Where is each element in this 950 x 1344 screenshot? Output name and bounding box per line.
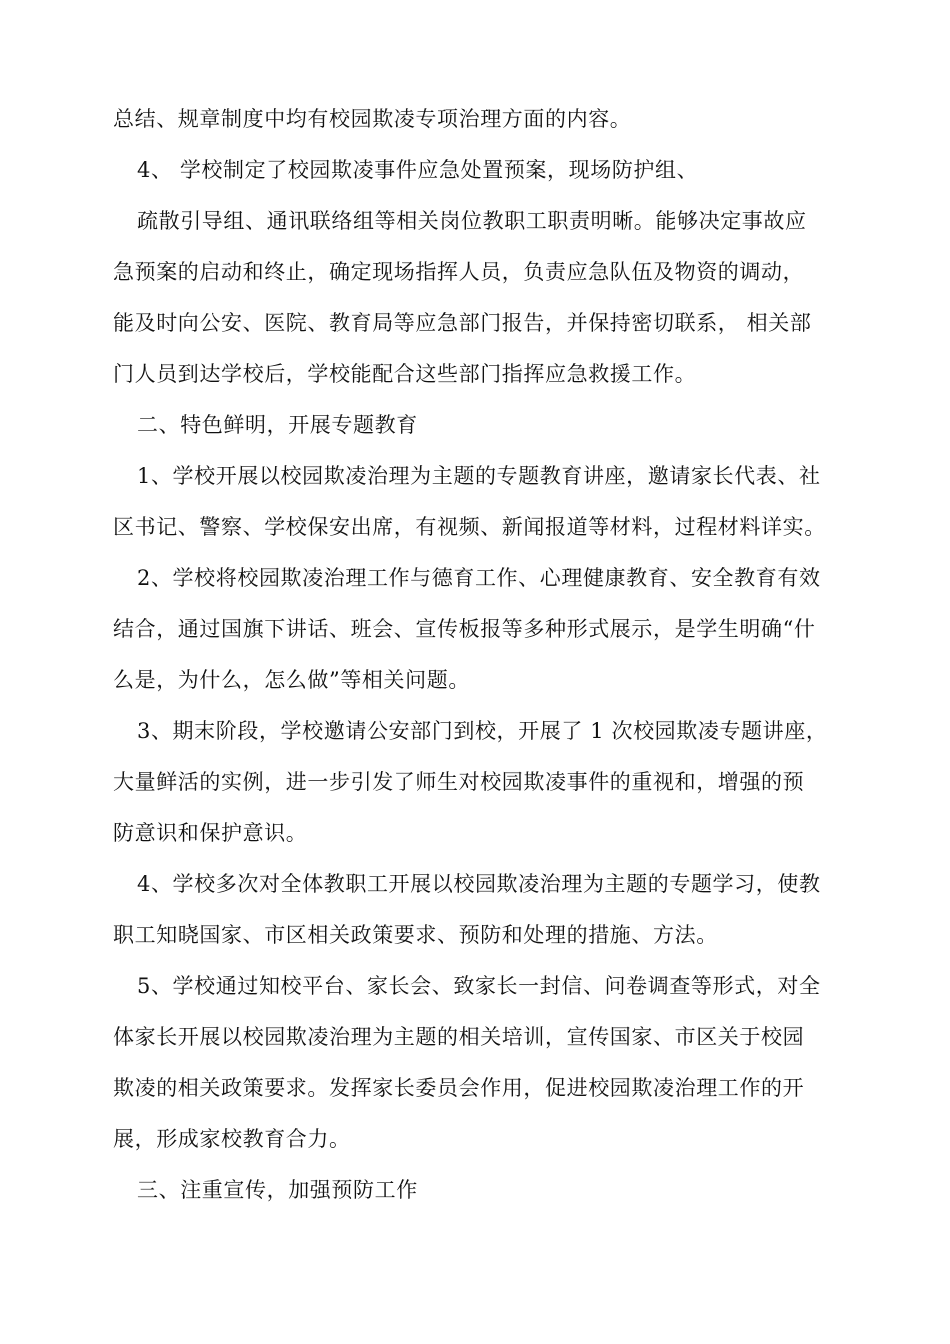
text-line: 总结、规章制度中均有校园欺凌专项治理方面的内容。: [113, 107, 632, 131]
text-line: 5、学校通过知校平台、家长会、致家长一封信、问卷调查等形式，对全: [137, 974, 821, 998]
text-line: 大量鲜活的实例，进一步引发了师生对校园欺凌事件的重视和，增强的预: [113, 770, 805, 794]
text-line: 4、学校多次对全体教职工开展以校园欺凌治理为主题的专题学习，使教: [137, 872, 821, 896]
text-line: 急预案的启动和终止，确定现场指挥人员，负责应急队伍及物资的调动，: [113, 260, 805, 284]
text-line: 防意识和保护意识。: [113, 821, 308, 845]
text-line: 4、 学校制定了校园欺凌事件应急处置预案，现场防护组、: [137, 158, 699, 182]
text-line: 欺凌的相关政策要求。发挥家长委员会作用，促进校园欺凌治理工作的开: [113, 1076, 805, 1100]
text-line: 区书记、警察、学校保安出席，有视频、新闻报道等材料，过程材料详实。: [113, 515, 826, 539]
text-line: 门人员到达学校后，学校能配合这些部门指挥应急救援工作。: [113, 362, 697, 386]
text-line: 能及时向公安、医院、教育局等应急部门报告，并保持密切联系， 相关部: [113, 311, 812, 335]
section-heading: 二、特色鲜明，开展专题教育: [137, 413, 418, 437]
section-heading: 三、注重宣传，加强预防工作: [137, 1178, 418, 1202]
text-line: 2、学校将校园欺凌治理工作与德育工作、心理健康教育、安全教育有效: [137, 566, 821, 590]
text-line: 体家长开展以校园欺凌治理为主题的相关培训，宣传国家、市区关于校园: [113, 1025, 805, 1049]
text-line: 1、学校开展以校园欺凌治理为主题的专题教育讲座，邀请家长代表、社: [137, 464, 821, 488]
text-line: 疏散引导组、通讯联络组等相关岗位教职工职责明晰。能够决定事故应: [137, 209, 807, 233]
text-line: 么是，为什么，怎么做”等相关问题。: [113, 668, 470, 692]
text-line: 展，形成家校教育合力。: [113, 1127, 351, 1151]
text-line: 职工知晓国家、市区相关政策要求、预防和处理的措施、方法。: [113, 923, 718, 947]
text-line: 结合，通过国旗下讲话、班会、宣传板报等多种形式展示，是学生明确“什: [113, 617, 816, 641]
text-line: 3、期末阶段，学校邀请公安部门到校，开展了 1 次校园欺凌专题讲座，: [137, 719, 828, 743]
